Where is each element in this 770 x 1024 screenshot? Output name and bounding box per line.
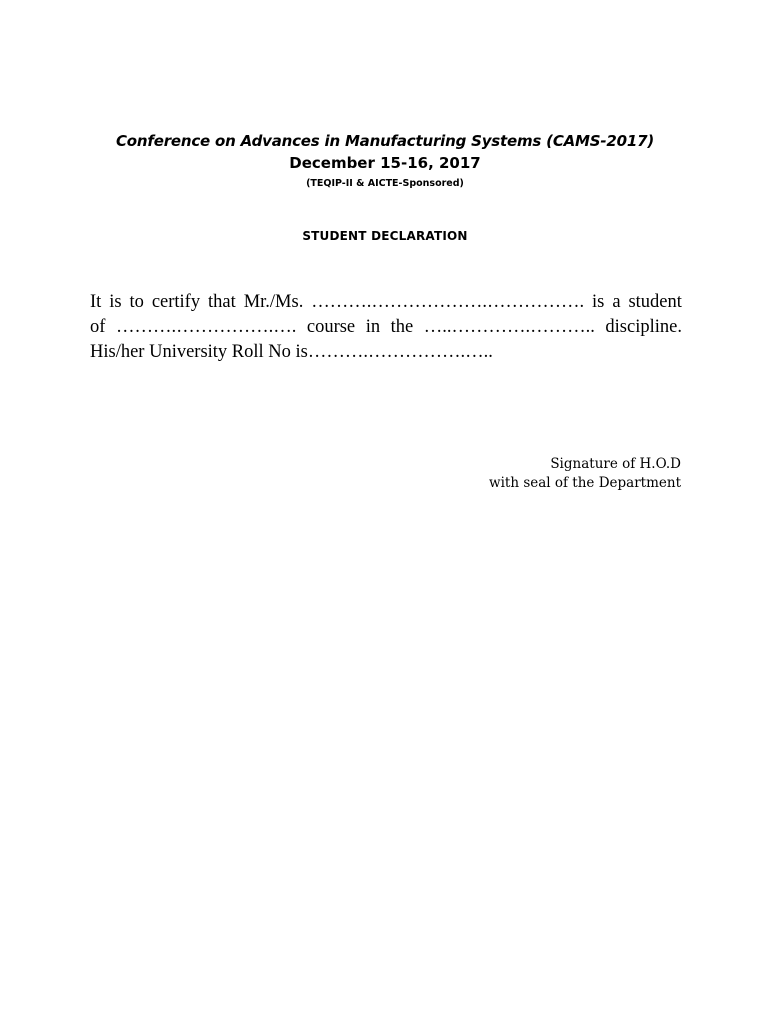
- word: in: [365, 317, 381, 337]
- word: It: [90, 292, 102, 312]
- conference-title: Conference on Advances in Manufacturing Systems (CAMS-2017): [116, 132, 654, 150]
- word: discipline.: [605, 317, 682, 337]
- word: certify: [151, 292, 201, 312]
- course-blank[interactable]: ……….…………….….: [115, 317, 297, 337]
- declaration-title: STUDENT DECLARATION: [302, 229, 468, 243]
- word: course: [306, 317, 356, 337]
- declaration-line-1: [90, 290, 682, 315]
- word: student: [628, 292, 682, 312]
- word: is: [109, 292, 122, 312]
- word: the: [390, 317, 414, 337]
- roll-number-line[interactable]: His/her University Roll No is……….…………….…..: [90, 342, 493, 362]
- word: is: [592, 292, 605, 312]
- student-name-blank[interactable]: ……….……………….…………….: [311, 292, 585, 312]
- conference-sponsorship: (TEQIP-II & AICTE-Sponsored): [306, 178, 464, 189]
- word: a: [612, 292, 621, 312]
- discipline-blank[interactable]: …..………….………..: [423, 317, 595, 337]
- conference-dates: December 15-16, 2017: [289, 154, 481, 172]
- hod-signature-label: Signature of H.O.D: [550, 456, 681, 472]
- word: Mr./Ms.: [243, 292, 304, 312]
- department-seal-label: with seal of the Department: [489, 475, 681, 491]
- word: to: [129, 292, 144, 312]
- declaration-line-2: [90, 315, 682, 340]
- word: that: [208, 292, 236, 312]
- word: of: [90, 317, 106, 337]
